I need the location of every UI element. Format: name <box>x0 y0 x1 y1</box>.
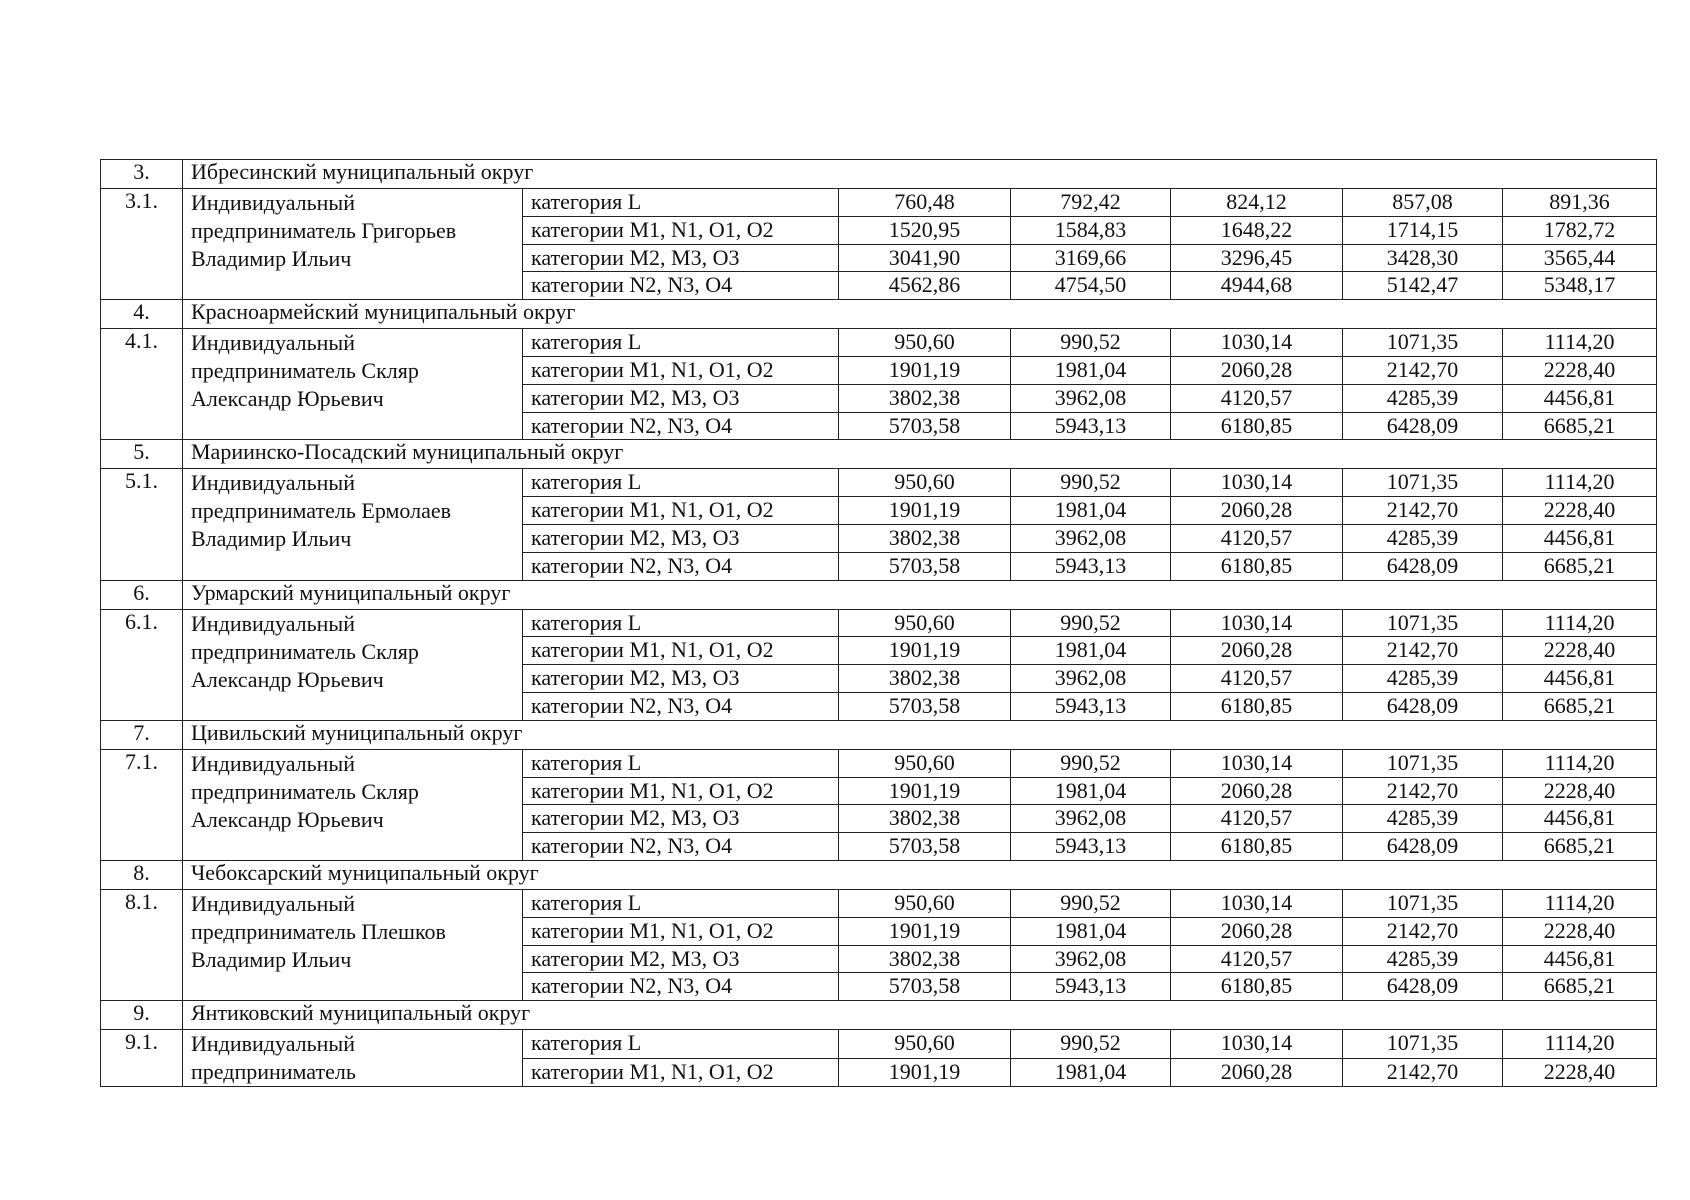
price-cell: 4285,39 <box>1343 524 1503 552</box>
price-cell: 3962,08 <box>1011 665 1171 693</box>
item-number: 3.1. <box>101 189 183 300</box>
price-cell: 3802,38 <box>839 805 1011 833</box>
price-cell: 5943,13 <box>1011 833 1171 861</box>
price-cell: 1782,72 <box>1503 216 1657 244</box>
price-cell: 760,48 <box>839 189 1011 217</box>
price-cell: 1071,35 <box>1343 609 1503 637</box>
vehicle-category: категории N2, N3, O4 <box>523 833 839 861</box>
section-number: 4. <box>101 300 183 329</box>
price-cell: 950,60 <box>839 329 1011 357</box>
price-cell: 1030,14 <box>1171 329 1343 357</box>
section-row <box>101 720 1657 749</box>
price-cell: 950,60 <box>839 1030 1011 1059</box>
table-row <box>101 889 1657 917</box>
price-cell: 4754,50 <box>1011 272 1171 300</box>
price-cell: 3169,66 <box>1011 244 1171 272</box>
price-cell: 1520,95 <box>839 216 1011 244</box>
section-title: Ибресинский муниципальный округ <box>183 160 1657 189</box>
price-cell: 6428,09 <box>1343 412 1503 440</box>
price-cell: 2142,70 <box>1343 637 1503 665</box>
price-cell: 990,52 <box>1011 889 1171 917</box>
price-cell: 6428,09 <box>1343 973 1503 1001</box>
vehicle-category: категория L <box>523 1030 839 1059</box>
price-cell: 1901,19 <box>839 917 1011 945</box>
price-cell: 2060,28 <box>1171 777 1343 805</box>
item-number: 4.1. <box>101 329 183 440</box>
price-cell: 1030,14 <box>1171 469 1343 497</box>
price-cell: 824,12 <box>1171 189 1343 217</box>
price-cell: 990,52 <box>1011 329 1171 357</box>
provider-name: Индивидуальный предприниматель Скляр Александр Юрьевич <box>183 749 523 860</box>
price-cell: 5943,13 <box>1011 552 1171 580</box>
provider-name: Индивидуальный предприниматель <box>183 1030 523 1087</box>
price-cell: 3962,08 <box>1011 945 1171 973</box>
price-cell: 5703,58 <box>839 412 1011 440</box>
price-cell: 1114,20 <box>1503 749 1657 777</box>
provider-name: Индивидуальный предприниматель Плешков Владимир Ильич <box>183 889 523 1000</box>
price-cell: 4456,81 <box>1503 524 1657 552</box>
price-cell: 1981,04 <box>1011 497 1171 525</box>
section-row <box>101 160 1657 189</box>
price-cell: 1030,14 <box>1171 889 1343 917</box>
vehicle-category: категория L <box>523 609 839 637</box>
vehicle-category: категория L <box>523 189 839 217</box>
vehicle-category: категория L <box>523 889 839 917</box>
price-cell: 6428,09 <box>1343 692 1503 720</box>
price-cell: 2228,40 <box>1503 917 1657 945</box>
price-cell: 1981,04 <box>1011 917 1171 945</box>
table-row <box>101 469 1657 497</box>
price-cell: 2228,40 <box>1503 356 1657 384</box>
price-cell: 3802,38 <box>839 945 1011 973</box>
price-cell: 4285,39 <box>1343 805 1503 833</box>
price-cell: 6180,85 <box>1171 973 1343 1001</box>
price-cell: 4456,81 <box>1503 384 1657 412</box>
price-cell: 4120,57 <box>1171 384 1343 412</box>
vehicle-category: категории M2, M3, O3 <box>523 524 839 552</box>
price-cell: 1648,22 <box>1171 216 1343 244</box>
price-cell: 990,52 <box>1011 609 1171 637</box>
price-cell: 6180,85 <box>1171 833 1343 861</box>
price-cell: 1901,19 <box>839 777 1011 805</box>
price-cell: 891,36 <box>1503 189 1657 217</box>
table-row <box>101 1030 1657 1059</box>
section-number: 7. <box>101 720 183 749</box>
price-cell: 1584,83 <box>1011 216 1171 244</box>
price-cell: 4562,86 <box>839 272 1011 300</box>
price-cell: 3962,08 <box>1011 384 1171 412</box>
table-row <box>101 749 1657 777</box>
vehicle-category: категории M2, M3, O3 <box>523 805 839 833</box>
price-cell: 1114,20 <box>1503 469 1657 497</box>
section-number: 3. <box>101 160 183 189</box>
price-cell: 6180,85 <box>1171 412 1343 440</box>
price-cell: 3296,45 <box>1171 244 1343 272</box>
vehicle-category: категории M1, N1, O1, O2 <box>523 637 839 665</box>
section-title: Урмарский муниципальный округ <box>183 580 1657 609</box>
price-cell: 5943,13 <box>1011 692 1171 720</box>
vehicle-category: категории M1, N1, O1, O2 <box>523 1058 839 1087</box>
price-cell: 1030,14 <box>1171 749 1343 777</box>
price-cell: 5142,47 <box>1343 272 1503 300</box>
vehicle-category: категории N2, N3, O4 <box>523 552 839 580</box>
section-number: 5. <box>101 440 183 469</box>
price-cell: 6685,21 <box>1503 552 1657 580</box>
price-cell: 3802,38 <box>839 665 1011 693</box>
price-cell: 2060,28 <box>1171 917 1343 945</box>
vehicle-category: категории N2, N3, O4 <box>523 412 839 440</box>
price-cell: 2228,40 <box>1503 777 1657 805</box>
price-cell: 1901,19 <box>839 356 1011 384</box>
price-cell: 5703,58 <box>839 692 1011 720</box>
price-cell: 2142,70 <box>1343 497 1503 525</box>
price-cell: 990,52 <box>1011 469 1171 497</box>
price-cell: 2228,40 <box>1503 1058 1657 1087</box>
section-row <box>101 580 1657 609</box>
price-cell: 1901,19 <box>839 497 1011 525</box>
price-cell: 5348,17 <box>1503 272 1657 300</box>
price-cell: 1981,04 <box>1011 777 1171 805</box>
price-cell: 2142,70 <box>1343 777 1503 805</box>
vehicle-category: категории M2, M3, O3 <box>523 384 839 412</box>
section-title: Цивильский муниципальный округ <box>183 720 1657 749</box>
price-cell: 3565,44 <box>1503 244 1657 272</box>
price-cell: 2142,70 <box>1343 917 1503 945</box>
price-cell: 5703,58 <box>839 833 1011 861</box>
price-cell: 2060,28 <box>1171 1058 1343 1087</box>
table-row <box>101 329 1657 357</box>
price-cell: 2228,40 <box>1503 637 1657 665</box>
price-cell: 3802,38 <box>839 524 1011 552</box>
price-cell: 1901,19 <box>839 637 1011 665</box>
section-title: Чебоксарский муниципальный округ <box>183 860 1657 889</box>
price-cell: 5703,58 <box>839 973 1011 1001</box>
price-cell: 1071,35 <box>1343 749 1503 777</box>
price-cell: 4120,57 <box>1171 805 1343 833</box>
vehicle-category: категория L <box>523 749 839 777</box>
price-cell: 1114,20 <box>1503 1030 1657 1059</box>
price-cell: 4120,57 <box>1171 665 1343 693</box>
price-cell: 4944,68 <box>1171 272 1343 300</box>
price-cell: 5703,58 <box>839 552 1011 580</box>
section-number: 6. <box>101 580 183 609</box>
price-cell: 4120,57 <box>1171 524 1343 552</box>
price-cell: 2060,28 <box>1171 356 1343 384</box>
price-cell: 1030,14 <box>1171 609 1343 637</box>
price-cell: 5943,13 <box>1011 412 1171 440</box>
price-cell: 3041,90 <box>839 244 1011 272</box>
price-cell: 1030,14 <box>1171 1030 1343 1059</box>
price-cell: 1714,15 <box>1343 216 1503 244</box>
price-cell: 2228,40 <box>1503 497 1657 525</box>
item-number: 5.1. <box>101 469 183 580</box>
price-cell: 3802,38 <box>839 384 1011 412</box>
price-cell: 792,42 <box>1011 189 1171 217</box>
price-cell: 6180,85 <box>1171 552 1343 580</box>
price-cell: 4456,81 <box>1503 665 1657 693</box>
provider-name: Индивидуальный предприниматель Ермолаев Владимир Ильич <box>183 469 523 580</box>
vehicle-category: категории M1, N1, O1, O2 <box>523 216 839 244</box>
price-cell: 1981,04 <box>1011 1058 1171 1087</box>
section-number: 9. <box>101 1001 183 1030</box>
price-cell: 950,60 <box>839 889 1011 917</box>
price-cell: 1114,20 <box>1503 889 1657 917</box>
price-cell: 4285,39 <box>1343 665 1503 693</box>
tariff-table <box>100 159 1657 1087</box>
price-cell: 1114,20 <box>1503 329 1657 357</box>
section-number: 8. <box>101 860 183 889</box>
item-number: 9.1. <box>101 1030 183 1087</box>
provider-name: Индивидуальный предприниматель Скляр Александр Юрьевич <box>183 609 523 720</box>
price-cell: 1071,35 <box>1343 1030 1503 1059</box>
vehicle-category: категория L <box>523 329 839 357</box>
price-cell: 990,52 <box>1011 1030 1171 1059</box>
vehicle-category: категории M2, M3, O3 <box>523 244 839 272</box>
price-cell: 4285,39 <box>1343 945 1503 973</box>
price-cell: 4285,39 <box>1343 384 1503 412</box>
section-title: Мариинско-Посадский муниципальный округ <box>183 440 1657 469</box>
price-cell: 6428,09 <box>1343 833 1503 861</box>
price-cell: 3428,30 <box>1343 244 1503 272</box>
price-cell: 2142,70 <box>1343 356 1503 384</box>
price-cell: 950,60 <box>839 469 1011 497</box>
table-row <box>101 609 1657 637</box>
price-cell: 950,60 <box>839 609 1011 637</box>
price-cell: 1071,35 <box>1343 329 1503 357</box>
item-number: 7.1. <box>101 749 183 860</box>
section-title: Янтиковский муниципальный округ <box>183 1001 1657 1030</box>
item-number: 6.1. <box>101 609 183 720</box>
price-cell: 1901,19 <box>839 1058 1011 1087</box>
price-cell: 1071,35 <box>1343 469 1503 497</box>
section-title: Красноармейский муниципальный округ <box>183 300 1657 329</box>
price-cell: 4456,81 <box>1503 805 1657 833</box>
price-cell: 1981,04 <box>1011 637 1171 665</box>
provider-name: Индивидуальный предприниматель Григорьев Владимир Ильич <box>183 189 523 300</box>
section-row <box>101 860 1657 889</box>
price-cell: 6685,21 <box>1503 973 1657 1001</box>
price-cell: 2142,70 <box>1343 1058 1503 1087</box>
item-number: 8.1. <box>101 889 183 1000</box>
price-cell: 1981,04 <box>1011 356 1171 384</box>
vehicle-category: категории N2, N3, O4 <box>523 272 839 300</box>
price-cell: 857,08 <box>1343 189 1503 217</box>
vehicle-category: категории M1, N1, O1, O2 <box>523 917 839 945</box>
vehicle-category: категории N2, N3, O4 <box>523 692 839 720</box>
price-cell: 3962,08 <box>1011 524 1171 552</box>
price-cell: 6685,21 <box>1503 692 1657 720</box>
price-cell: 6428,09 <box>1343 552 1503 580</box>
section-row <box>101 440 1657 469</box>
price-cell: 3962,08 <box>1011 805 1171 833</box>
price-cell: 4120,57 <box>1171 945 1343 973</box>
section-row <box>101 300 1657 329</box>
price-cell: 950,60 <box>839 749 1011 777</box>
price-cell: 1071,35 <box>1343 889 1503 917</box>
price-cell: 6180,85 <box>1171 692 1343 720</box>
price-cell: 6685,21 <box>1503 833 1657 861</box>
price-cell: 990,52 <box>1011 749 1171 777</box>
price-cell: 2060,28 <box>1171 637 1343 665</box>
provider-name: Индивидуальный предприниматель Скляр Александр Юрьевич <box>183 329 523 440</box>
table-row <box>101 189 1657 217</box>
vehicle-category: категория L <box>523 469 839 497</box>
vehicle-category: категории N2, N3, O4 <box>523 973 839 1001</box>
price-cell: 6685,21 <box>1503 412 1657 440</box>
price-cell: 2060,28 <box>1171 497 1343 525</box>
vehicle-category: категории M1, N1, O1, O2 <box>523 497 839 525</box>
vehicle-category: категории M1, N1, O1, O2 <box>523 356 839 384</box>
vehicle-category: категории M1, N1, O1, O2 <box>523 777 839 805</box>
section-row <box>101 1001 1657 1030</box>
price-cell: 5943,13 <box>1011 973 1171 1001</box>
price-cell: 4456,81 <box>1503 945 1657 973</box>
price-cell: 1114,20 <box>1503 609 1657 637</box>
vehicle-category: категории M2, M3, O3 <box>523 945 839 973</box>
vehicle-category: категории M2, M3, O3 <box>523 665 839 693</box>
